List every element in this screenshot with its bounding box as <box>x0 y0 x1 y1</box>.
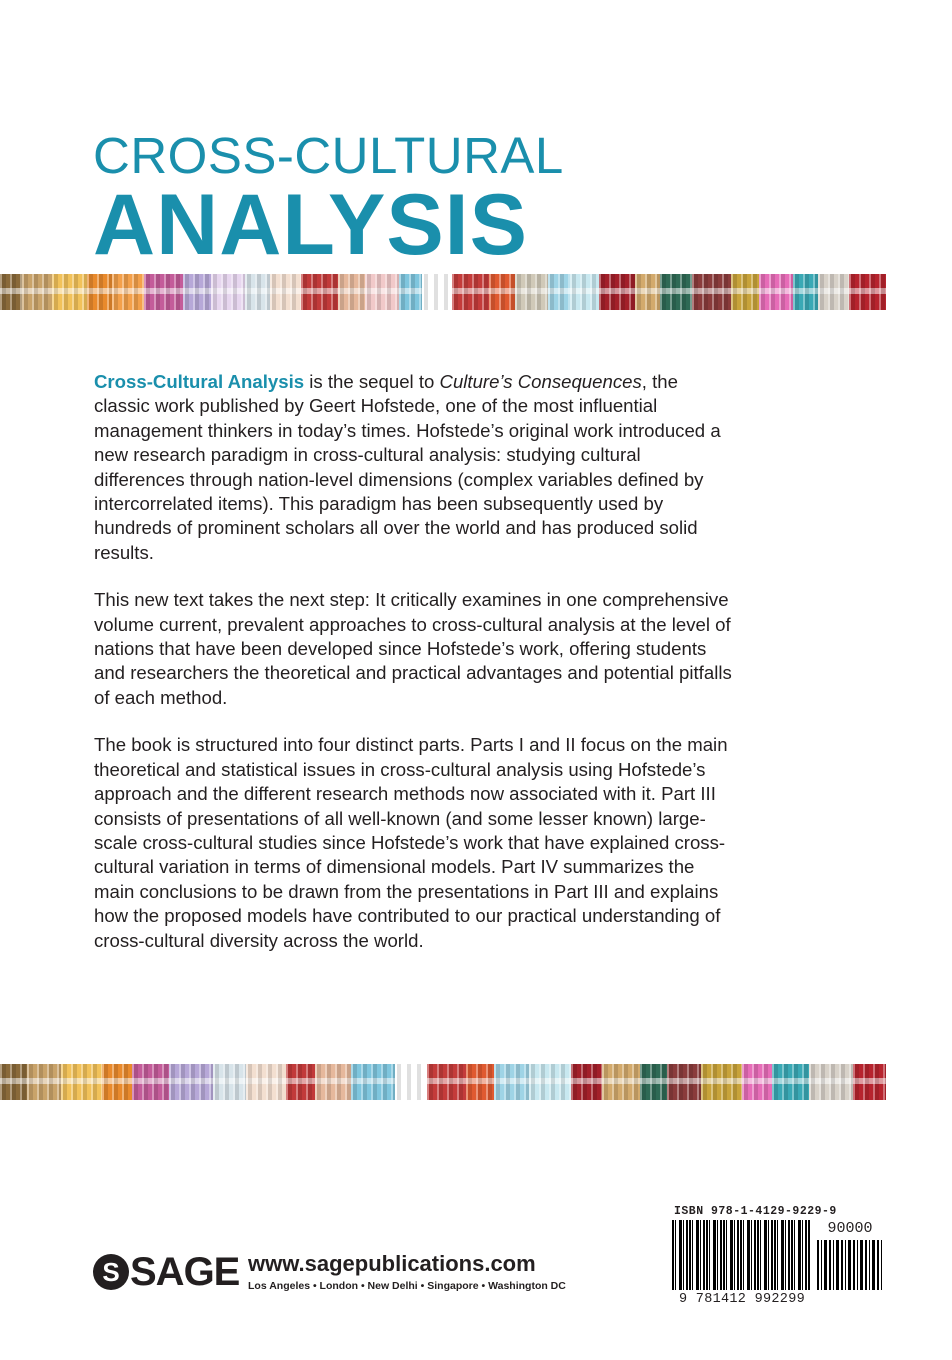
textile-segment <box>169 1064 213 1100</box>
textile-segment <box>144 274 182 310</box>
sage-logo-mark: S <box>93 1254 129 1290</box>
textile-segment <box>692 274 730 310</box>
textile-segment <box>211 274 246 310</box>
textile-segment <box>548 274 570 310</box>
sage-logo-word: SAGE <box>130 1249 240 1294</box>
textile-segment <box>112 274 144 310</box>
textile-segment <box>602 1064 640 1100</box>
textile-segment <box>365 274 399 310</box>
textile-segment <box>27 1064 61 1100</box>
textile-segment <box>466 1064 494 1100</box>
textile-segment <box>245 274 269 310</box>
textile-segment <box>571 1064 602 1100</box>
paragraph-1 <box>94 370 734 565</box>
paragraph-2: This new text takes the next step: It critically examines in one comprehensive volume current, prevalent approaches to cross-cultural analysis at the level of nations that have been developed since Hofstede’s work, offering students and researchers the theoretical and practical advantages and potential pitfalls of each method. <box>94 589 732 708</box>
textile-segment <box>667 1064 701 1100</box>
referenced-book-title: Culture’s Consequences <box>439 371 642 392</box>
title-line-1: CROSS-CULTURAL <box>93 127 564 184</box>
textile-segment <box>701 1064 742 1100</box>
sage-logo <box>93 1250 239 1294</box>
textile-segment <box>52 274 88 310</box>
description-text <box>94 370 734 976</box>
textile-segment <box>183 274 211 310</box>
textile-segment <box>213 1064 246 1100</box>
publisher-url[interactable]: www.sagepublications.com <box>248 1251 536 1276</box>
textile-segment <box>529 1064 571 1100</box>
textile-segment <box>793 274 817 310</box>
textile-segment <box>246 1064 286 1100</box>
barcode-digits: 9 781412 992299 <box>678 1292 806 1307</box>
title-line-2: ANALYSIS <box>93 177 528 273</box>
textile-segment <box>22 274 51 310</box>
textile-segment <box>660 274 692 310</box>
textile-segment <box>809 1064 853 1100</box>
textile-segment <box>515 274 548 310</box>
textile-segment <box>570 274 599 310</box>
textile-segment <box>301 274 338 310</box>
decorative-textile-band-top <box>0 274 886 310</box>
textile-segment <box>494 1064 529 1100</box>
decorative-textile-band-bottom <box>0 1064 886 1100</box>
textile-segment <box>338 274 365 310</box>
textile-segment <box>399 274 422 310</box>
textile-segment <box>849 274 886 310</box>
textile-segment <box>286 1064 315 1100</box>
textile-segment <box>853 1064 886 1100</box>
book-title-inline: Cross-Cultural Analysis <box>94 371 305 392</box>
textile-segment <box>640 1064 667 1100</box>
textile-segment <box>742 1064 772 1100</box>
textile-segment <box>759 274 794 310</box>
textile-segment <box>489 274 515 310</box>
textile-segment <box>102 1064 132 1100</box>
textile-segment <box>0 1064 27 1100</box>
textile-segment <box>351 1064 394 1100</box>
textile-segment <box>61 1064 102 1100</box>
publisher-cities: Los Angeles • London • New Delhi • Singapore • Washington DC <box>248 1280 566 1292</box>
textile-segment <box>422 274 452 310</box>
price-code: 90000 <box>827 1220 873 1237</box>
textile-segment <box>87 274 112 310</box>
textile-segment <box>132 1064 169 1100</box>
textile-segment <box>315 1064 351 1100</box>
textile-segment <box>0 274 22 310</box>
isbn-barcode <box>672 1220 810 1290</box>
textile-segment <box>635 274 660 310</box>
textile-segment <box>731 274 759 310</box>
paragraph-3: The book is structured into four distinct parts. Parts I and II focus on the main theoretical and statistical issues in cross-cultural analysis using Hofstede’s approach and the different research methods now associated with it. Part III consists of presentations of all well-known (and some lesser known) large-scale cross-cultural studies since Hofstede’s work that have explained cross-cultural variation in terms of dimensional models. Part IV summarizes the main conclusions to be drawn from the presentations in Part III and explains how the proposed models have contributed to our practical understanding of cross-cultural diversity across the world. <box>94 734 728 951</box>
p1-text-a: is the sequel to <box>304 371 440 392</box>
textile-segment <box>270 274 301 310</box>
isbn-label: ISBN 978-1-4129-9229-9 <box>674 1205 837 1218</box>
textile-segment <box>818 274 849 310</box>
textile-segment <box>599 274 635 310</box>
textile-segment <box>772 1064 809 1100</box>
p1-text-b: , the classic work published by Geert Hofstede, one of the most influential management thinkers in today’s times. Hofstede’s original work introduced a new research paradigm in cross-cultural analysis: studying cultural differences through nation-level dimensions (complex variables defined by intercorrelated items). This paradigm has been subsequently used by hundreds of prominent scholars all over the world and has produced solid results. <box>94 371 721 563</box>
textile-segment <box>452 274 489 310</box>
textile-segment <box>395 1064 427 1100</box>
textile-segment <box>427 1064 466 1100</box>
price-barcode <box>817 1240 883 1290</box>
